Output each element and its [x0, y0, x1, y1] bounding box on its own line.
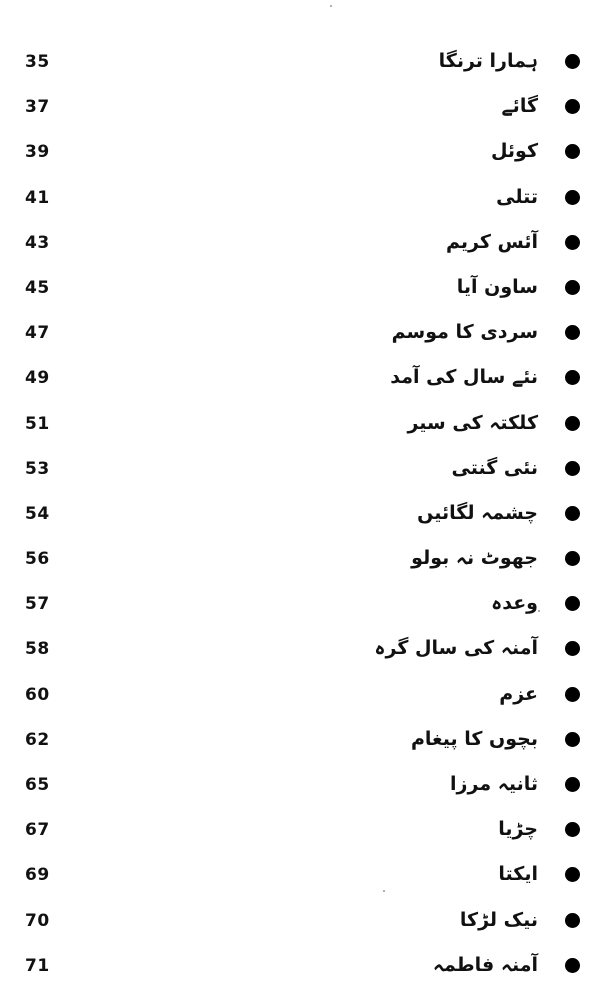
bullet-icon [565, 506, 580, 521]
page-number: 39 [25, 142, 50, 163]
toc-entry [0, 404, 600, 449]
page-number: 45 [25, 277, 50, 298]
scan-speck [383, 890, 385, 892]
toc-entry [0, 42, 600, 87]
toc-entry [0, 494, 600, 539]
page-number: 62 [25, 729, 50, 750]
page-number: 41 [25, 187, 50, 208]
page-number: 70 [25, 910, 50, 931]
toc-entry [0, 313, 600, 358]
bullet-icon [565, 325, 580, 340]
entry-title: چڑیا [498, 818, 538, 841]
page-number: 69 [25, 865, 50, 886]
bullet-icon [565, 822, 580, 837]
entry-title: چشمہ لگائیں [417, 501, 538, 524]
toc-entry [0, 132, 600, 177]
entry-title: نئے سال کی آمد [390, 366, 538, 389]
page-number: 71 [25, 955, 50, 976]
toc-entry [0, 87, 600, 132]
page-number: 53 [25, 458, 50, 479]
toc-entry [0, 268, 600, 313]
bullet-icon [565, 144, 580, 159]
entry-title: ہمارا ترنگا [438, 50, 538, 72]
toc-entry [0, 855, 600, 900]
bullet-icon [565, 958, 580, 973]
entry-title: ثانیہ مرزا [450, 773, 538, 795]
entry-title: ساون آیا [456, 275, 538, 298]
entry-title: نیک لڑکا [459, 908, 538, 931]
bullet-icon [565, 190, 580, 205]
entry-title: نئی گنتی [451, 456, 538, 479]
entry-title: گائے [501, 95, 538, 118]
bullet-icon [565, 777, 580, 792]
bullet-icon [565, 867, 580, 882]
page-number: 65 [25, 775, 50, 795]
toc-entry [0, 178, 600, 223]
toc-entry [0, 901, 600, 946]
bullet-icon [565, 687, 580, 702]
entry-title: عزم [499, 682, 538, 705]
entry-title: آمنہ کی سال گرہ [374, 637, 538, 660]
toc-entry [0, 720, 600, 765]
toc-entry [0, 946, 600, 991]
table-of-contents [0, 42, 600, 991]
bullet-icon [565, 416, 580, 431]
bullet-icon [565, 732, 580, 747]
entry-title: بچوں کا پیغام [410, 727, 538, 750]
page-number: 60 [25, 684, 50, 705]
entry-title: کوئل [490, 140, 538, 163]
bullet-icon [565, 99, 580, 114]
bullet-icon [565, 461, 580, 476]
page-number: 56 [25, 549, 50, 570]
scan-speck [330, 5, 332, 7]
toc-entry [0, 223, 600, 268]
entry-title: سردی کا موسم [391, 321, 538, 344]
toc-entry [0, 584, 600, 629]
entry-title: جھوٹ نہ بولو [411, 547, 538, 570]
entry-title: کلکتہ کی سیر [407, 411, 538, 434]
toc-entry [0, 810, 600, 855]
bullet-icon [565, 370, 580, 385]
bullet-icon [565, 280, 580, 295]
entry-title: وعدہ [491, 592, 538, 615]
page-number: 57 [25, 594, 50, 615]
page-number: 51 [25, 413, 50, 434]
page-number: 37 [25, 97, 50, 118]
toc-entry [0, 539, 600, 584]
page-number: 67 [25, 820, 50, 841]
bullet-icon [565, 54, 580, 69]
toc-entry [0, 675, 600, 720]
bullet-icon [565, 913, 580, 928]
page-number: 43 [25, 232, 50, 253]
bullet-icon [565, 235, 580, 250]
entry-title: ایکتا [498, 863, 538, 886]
bullet-icon [565, 641, 580, 656]
entry-title: آئس کریم [445, 230, 538, 253]
page-number: 58 [25, 639, 50, 660]
bullet-icon [565, 596, 580, 611]
toc-entry [0, 358, 600, 403]
page-number: 54 [25, 503, 50, 524]
page-number: 35 [25, 52, 50, 72]
toc-entry [0, 765, 600, 810]
entry-title: تتلی [496, 185, 538, 208]
page-number: 47 [25, 323, 50, 344]
entry-title: آمنہ فاطمہ [432, 953, 538, 976]
scan-speck [538, 610, 540, 612]
toc-entry [0, 629, 600, 674]
bullet-icon [565, 551, 580, 566]
toc-entry [0, 449, 600, 494]
page-number: 49 [25, 368, 50, 389]
